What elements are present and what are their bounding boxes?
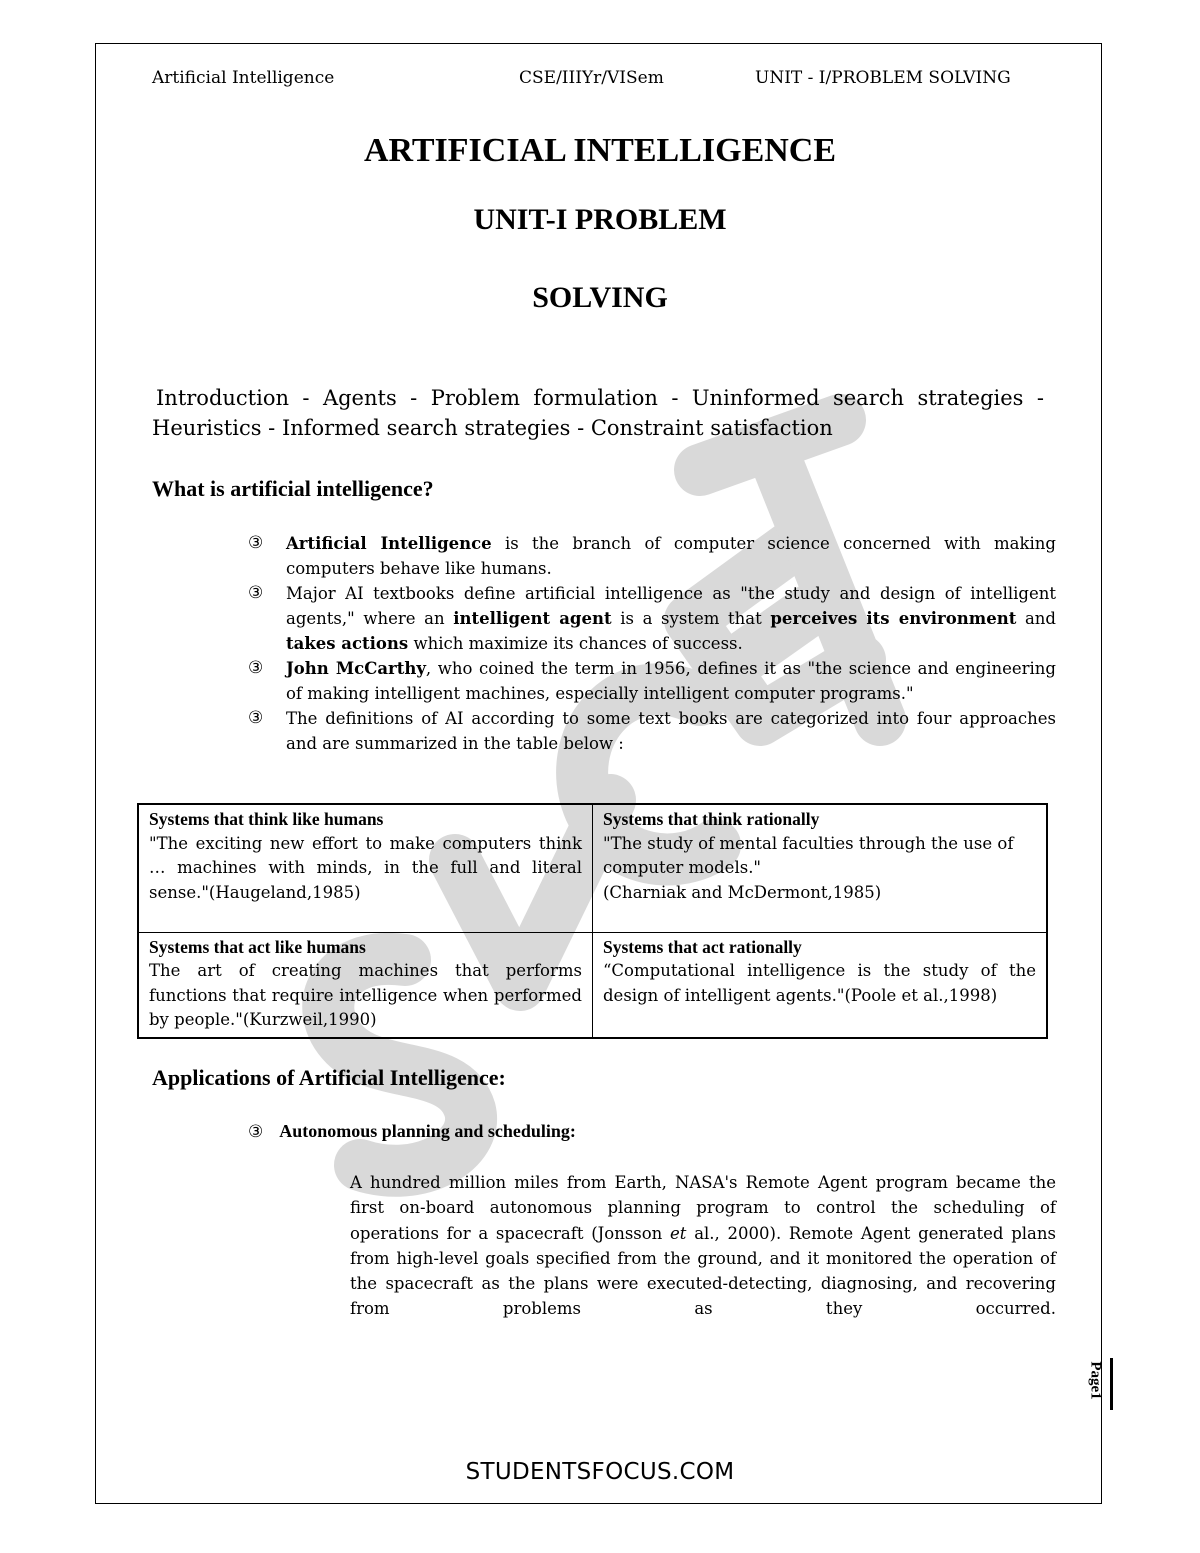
topics-line-2: Heuristics - Informed search strategies - Constraint satisfaction <box>152 416 833 440</box>
paragraph-emphasis: et <box>670 1223 687 1243</box>
ai-approaches-table <box>137 803 1048 1039</box>
definition-text: is a system that <box>611 609 771 628</box>
bullet-icon: ③ <box>248 658 264 678</box>
document-title: ARTIFICIAL INTELLIGENCE <box>363 132 837 169</box>
term-intelligent-agent: intelligent agent <box>453 609 612 628</box>
bullet-icon: ③ <box>248 583 264 603</box>
paragraph-text: al., 2000). Remote Agent generated plans from high-level goals specified from the ground, and it monitored the operation of the spacecraft as the plans were executed-detecting, diagnosing, and recovering from problems as they occurred. <box>350 1223 1056 1319</box>
page-label-text: Page <box>1087 1361 1104 1393</box>
table-cell <box>593 804 1048 932</box>
definition-text: is the branch of computer science concerned with making computers behave like humans. <box>286 534 1056 578</box>
cell-body: "The study of mental faculties through the use of computer models." <box>603 833 1014 877</box>
topics-line-1: Introduction - Agents - Problem formulation - Uninformed search strategies - <box>156 386 1044 410</box>
section-heading-what-is-ai: What is artificial intelligence? <box>152 476 434 501</box>
bullet-icon: ③ <box>248 708 264 728</box>
bullet-icon: ③ <box>248 1122 264 1142</box>
header-semester: CSE/IIIYr/VISem <box>519 68 664 88</box>
page-number-value: 1 <box>1087 1392 1104 1400</box>
unit-title-line2: SOLVING <box>532 281 668 314</box>
cell-body: “Computational intelligence is the study of the design of intelligent agents."(Poole et al.,1998) <box>603 961 1036 1005</box>
definition-list <box>248 531 1056 756</box>
table-row <box>138 804 1047 932</box>
application-paragraph <box>350 1170 1056 1322</box>
cell-heading: Systems that act rationally <box>603 936 802 957</box>
definition-text: Major AI textbooks define artificial intelligence as "the study and design of intelligent agents," where an <box>286 584 1056 628</box>
term-ai: Artificial Intelligence <box>286 534 492 553</box>
table-cell <box>593 932 1048 1038</box>
header-course: Artificial Intelligence <box>152 68 335 88</box>
list-item <box>248 531 1056 581</box>
unit-title-line1: UNIT-I PROBLEM <box>473 203 727 236</box>
cell-heading: Systems that act like humans <box>149 936 366 957</box>
bullet-icon: ③ <box>248 533 264 553</box>
cell-body: "The exciting new effort to make computers think … machines with minds, in the full and literal sense."(Haugeland,1985) <box>149 833 582 902</box>
cell-body: The art of creating machines that performs functions that require intelligence when performed by people."(Kurzweil,1990) <box>149 961 582 1029</box>
list-item <box>248 581 1056 656</box>
definition-text: and <box>1016 609 1056 628</box>
paragraph-text: A hundred million miles from Earth, NASA's Remote Agent program became the first on-board autonomous planning program to control the scheduling of operations for a spacecraft (Jonsson <box>350 1173 1056 1243</box>
page-label <box>1087 1361 1104 1399</box>
definition-text: , who coined the term in 1956, defines it as "the science and engineering of making intelligent machines, especially intelligent computer programs." <box>286 659 1056 703</box>
cell-heading: Systems that think like humans <box>149 809 384 829</box>
page-number-rule <box>1110 1358 1113 1410</box>
syllabus-topics <box>152 383 1044 443</box>
application-heading <box>248 1121 576 1142</box>
list-item <box>248 706 1056 756</box>
term-john-mccarthy: John McCarthy <box>286 659 426 678</box>
footer-site: STUDENTSFOCUS.COM <box>465 1459 735 1485</box>
table-row <box>138 932 1047 1038</box>
header-unit: UNIT - I/PROBLEM SOLVING <box>755 68 1011 88</box>
application-title: Autonomous planning and scheduling: <box>279 1121 576 1141</box>
definition-text: The definitions of AI according to some text books are categorized into four approaches and are summarized in the table below : <box>286 709 1056 753</box>
page-number <box>1082 1358 1134 1408</box>
list-item <box>248 656 1056 706</box>
table-cell <box>138 932 593 1038</box>
cell-heading: Systems that think rationally <box>603 809 820 829</box>
term-takes-actions: takes actions <box>286 634 409 653</box>
definition-text: which maximize its chances of success. <box>408 634 743 653</box>
cell-citation: (Charniak and McDermont,1985) <box>603 882 882 902</box>
table-cell <box>138 804 593 932</box>
term-perceives: perceives its environment <box>770 609 1017 628</box>
section-heading-applications: Applications of Artificial Intelligence: <box>152 1065 506 1090</box>
